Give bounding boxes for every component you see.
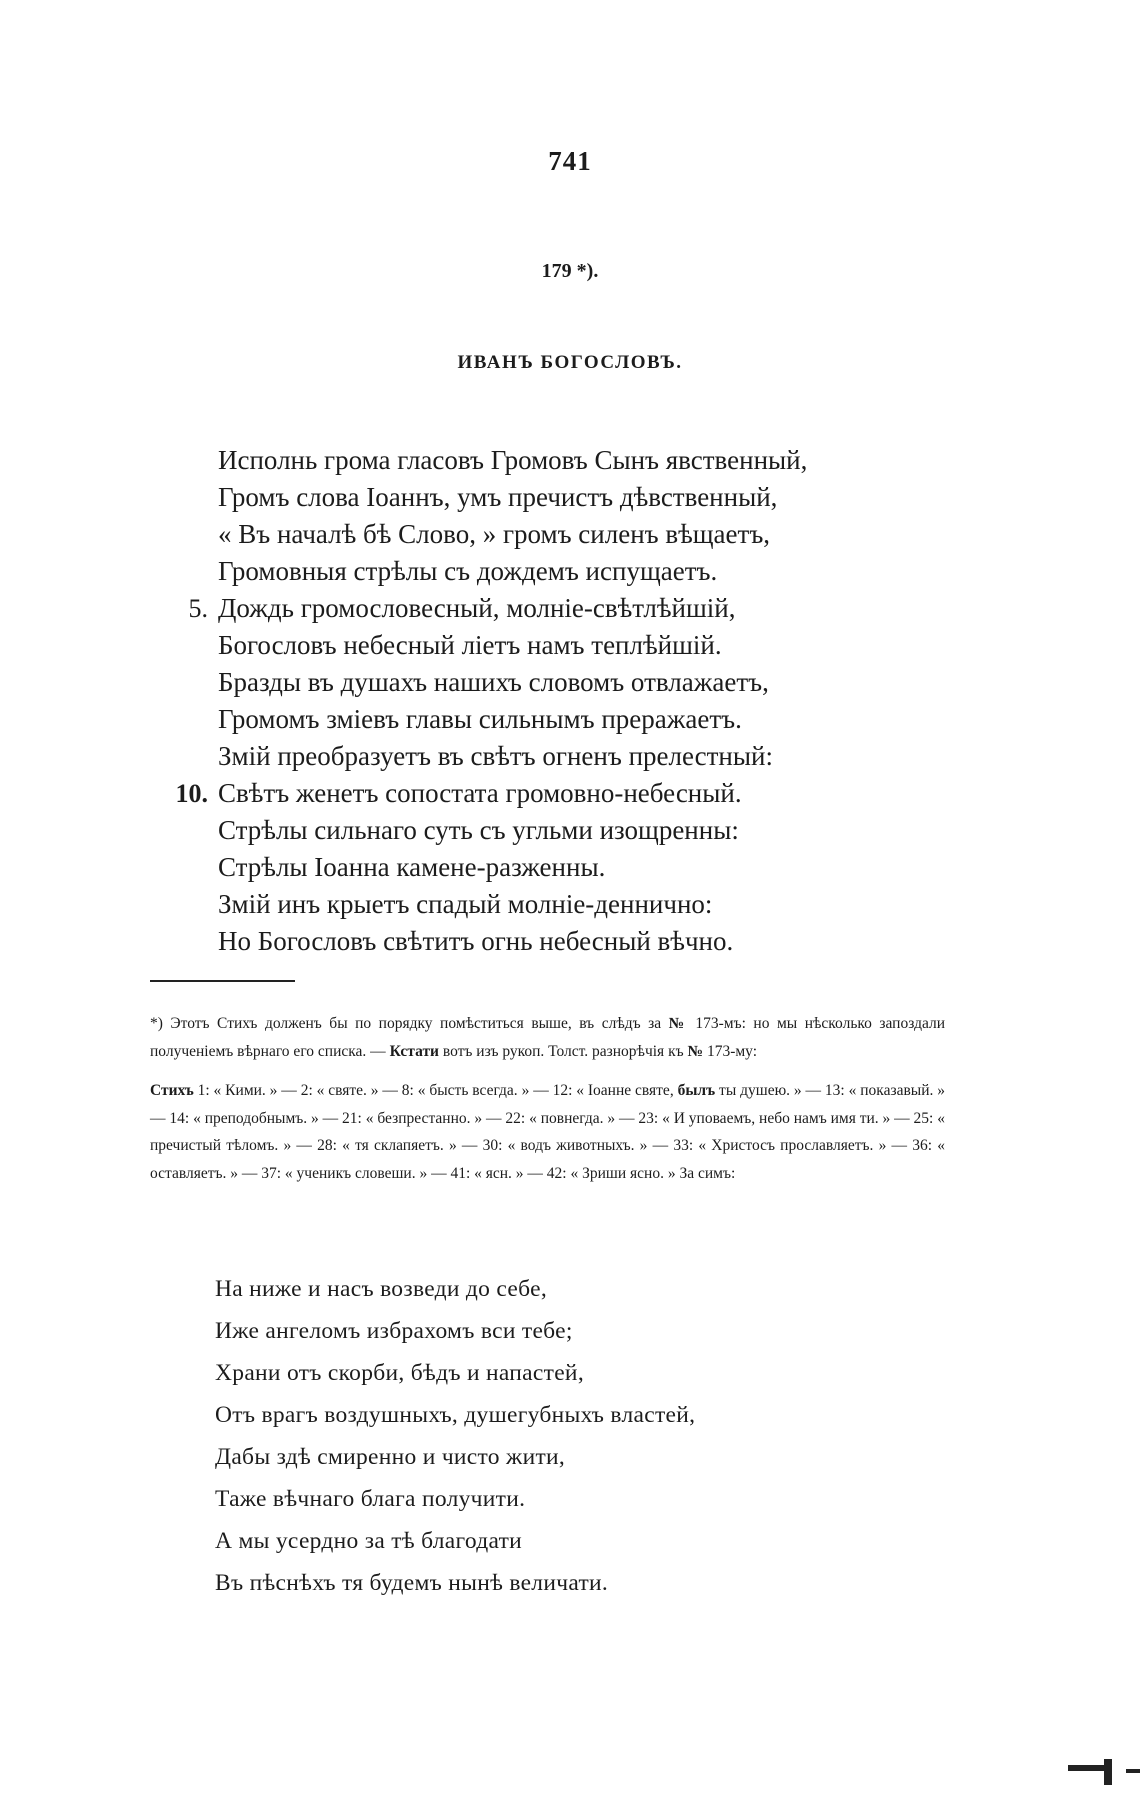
verse-line: Таже вѣчнаго блага получити. <box>215 1486 526 1512</box>
footnote-text: *) Этотъ Стихъ долженъ бы по порядку помѣститься выше, въ слѣдъ за <box>150 1015 669 1032</box>
poem-line-text: Громомъ зміевъ главы сильнымъ преражаетъ. <box>218 704 742 734</box>
footnote-text: 173-мъ: но мы нѣсколько запоздали полученіемъ вѣрнаго его списка. — <box>150 1015 946 1060</box>
footnote <box>150 1010 945 1187</box>
poem-title: ИВАНЪ БОГОСЛОВЪ. <box>457 352 683 373</box>
verse-line: На ниже и насъ возведи до себе, <box>215 1276 548 1302</box>
poem-line-text: Свѣтъ женетъ сопостата громовно-небесный. <box>218 778 742 808</box>
poem-line-text: Змій инъ крыетъ спадый молніе-денничнo: <box>218 889 713 919</box>
verse-line: Въ пѣснѣхъ тя будемъ нынѣ величати. <box>215 1570 609 1596</box>
poem-line-text: Громъ слова Іоаннъ, умъ пречистъ дѣвственный, <box>218 482 778 512</box>
page-number: 741 <box>548 146 592 176</box>
poem-line <box>150 738 950 775</box>
footnote-divider <box>150 980 295 982</box>
footnote-text: ты душею. » — 13: « показавый. » — 14: « преподобнымъ. » — 21: « безпрестанно. » — 22: « повнегда. » — 23: « И уповаемъ, небо намъ имя ти. » — 25: « пречистый тѣломъ. » — 28: « тя склапяетъ. » — 30: « водъ животныхъ. » — 33: « Христосъ прославляетъ. » — 36: « оставляетъ. » — 37: « ученикъ словеши. » — 41: « ясн. » — 42: « Зриши ясно. » За симъ: <box>150 1082 945 1182</box>
verse-line: Иже ангеломъ избрахомъ вси тебе; <box>215 1318 573 1344</box>
poem-line-text: Бразды въ душахъ нашихъ словомъ отвлажаетъ, <box>218 667 769 697</box>
verse-line: Дабы здѣ смиренно и чисто жити, <box>215 1444 566 1470</box>
poem-line <box>150 923 950 960</box>
poem-line <box>150 849 950 886</box>
verse-line: Отъ врагъ воздушныхъ, душегубныхъ властей, <box>215 1402 696 1428</box>
verse-line: А мы усердно за тѣ благодати <box>215 1528 523 1554</box>
poem-line-text: Исполнь грома гласовъ Громовъ Сынъ явственный, <box>218 445 808 475</box>
poem-line <box>150 516 950 553</box>
poem-line <box>150 442 950 479</box>
poem-line-text: Богословъ небесный ліетъ намъ теплѣйшій. <box>218 630 722 660</box>
poem-line <box>150 590 950 627</box>
footnote-text: 1: « Кими. » — 2: « святе. » — 8: « бысть всегда. » — 12: « Іоанне святе, <box>193 1082 678 1099</box>
poem-line-text: Но Богословъ свѣтитъ огнь небесный вѣчно. <box>218 926 734 956</box>
footnote-bold-word: Кстати <box>389 1042 439 1060</box>
poem-line-text: Стрѣлы сильнаго суть съ угльми изощренны: <box>218 815 739 845</box>
footnote-bold-word: былъ <box>677 1082 716 1099</box>
poem-line <box>150 886 950 923</box>
poem-line-text: « Въ началѣ бѣ Слово, » громъ силенъ вѣщаетъ, <box>218 519 771 549</box>
scan-edge-mark <box>1060 1755 1140 1785</box>
poem-line-text: Стрѣлы Іоанна камене-разженны. <box>218 852 606 882</box>
verse-line: Храни отъ скорби, бѣдъ и напастей, <box>215 1360 584 1386</box>
poem-line <box>150 627 950 664</box>
number-sign: № <box>668 1015 688 1032</box>
footnote-verses <box>215 1268 915 1604</box>
line-number: 5. <box>188 594 208 623</box>
footnote-paragraph <box>150 1010 945 1065</box>
poem-line <box>150 664 950 701</box>
number-sign: № <box>687 1042 704 1060</box>
poem-line <box>150 701 950 738</box>
poem-line <box>150 812 950 849</box>
poem-line <box>150 775 950 812</box>
footnote-text: вотъ изъ рукоп. Толст. разнорѣчія къ <box>439 1042 688 1060</box>
poem-line <box>150 479 950 516</box>
poem-number: 179 *). <box>541 260 599 282</box>
poem-line-text: Громовныя стрѣлы съ дождемъ испущаетъ. <box>218 556 718 586</box>
poem-body <box>150 442 950 960</box>
line-number: 10. <box>175 779 208 808</box>
poem-line-text: Дождь громословесный, молніе-свѣтлѣйшій, <box>218 593 736 623</box>
poem-line <box>150 553 950 590</box>
footnote-text: 173-му: <box>703 1042 758 1060</box>
footnote-bold-word: Стихъ <box>150 1082 194 1099</box>
poem-line-text: Змій преобразуетъ въ свѣтъ огненъ прелестный: <box>218 741 773 771</box>
footnote-variants <box>150 1077 945 1187</box>
